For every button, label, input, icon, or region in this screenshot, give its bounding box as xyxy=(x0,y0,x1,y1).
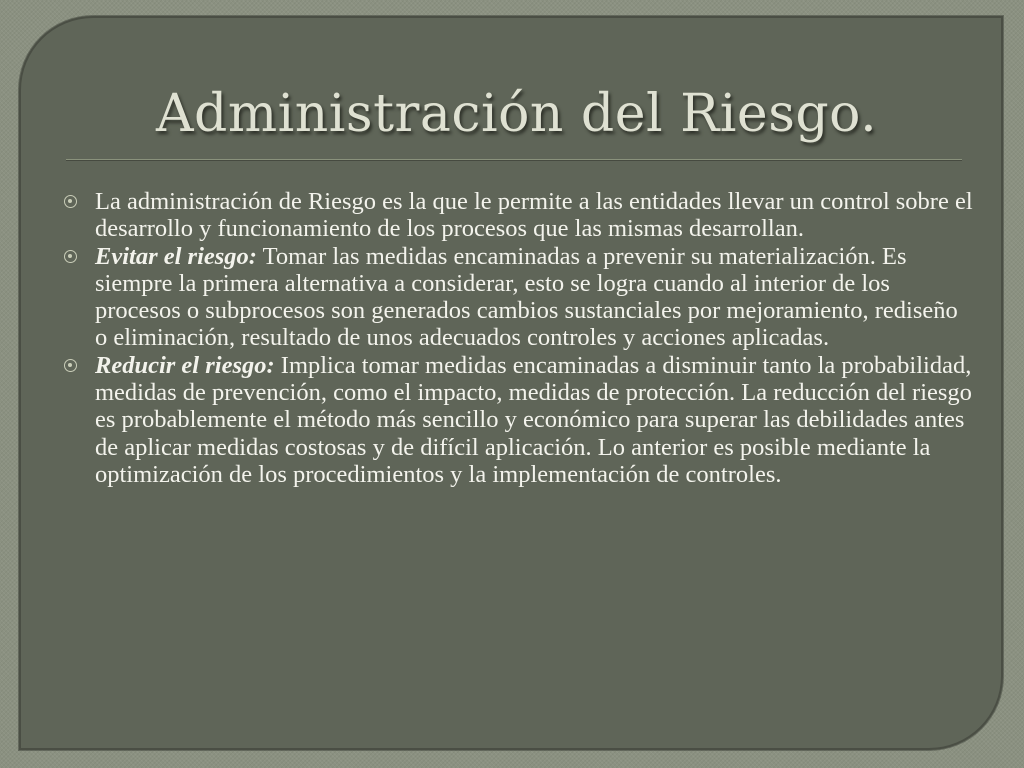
bullet-lead: Reducir el riesgo: xyxy=(95,351,275,379)
bullet-icon xyxy=(64,195,77,208)
bullet-text: La administración de Riesgo es la que le permite a las entidades llevar un control sobre el desarrollo y funcionamiento de los procesos que las mismas desarrollan. xyxy=(95,188,973,243)
bullet-lead: Evitar el riesgo: xyxy=(95,242,257,270)
bullet-text: Tomar las medidas encaminadas a prevenir su materialización. Es siempre la primera alternativa a considerar, esto se logra cuando al interior de los procesos o subprocesos son generados cambios sustanciales por mejoramiento, rediseño o eliminación, resultado de unos adecuados controles y acciones aplicadas. xyxy=(95,242,958,352)
title-divider xyxy=(66,159,962,160)
bullet-text: Implica tomar medidas encaminadas a disminuir tanto la probabilidad, medidas de prevención, como el impacto, medidas de protección. La reducción del riesgo es probablemente el método más sencillo y económico para superar las debilidades antes de aplicar medidas costosas y de difícil aplicación. Lo anterior es posible mediante la optimización de los procedimientos y la implementación de controles. xyxy=(95,351,972,488)
bullet-item-evitar-riesgo xyxy=(64,243,974,352)
bullet-list xyxy=(64,188,974,488)
bullet-icon xyxy=(64,250,77,263)
bullet-item-reducir-riesgo xyxy=(64,352,974,488)
slide-title: Administración del Riesgo. xyxy=(156,84,878,144)
bullet-item-administracion xyxy=(64,188,974,243)
bullet-icon xyxy=(64,359,77,372)
